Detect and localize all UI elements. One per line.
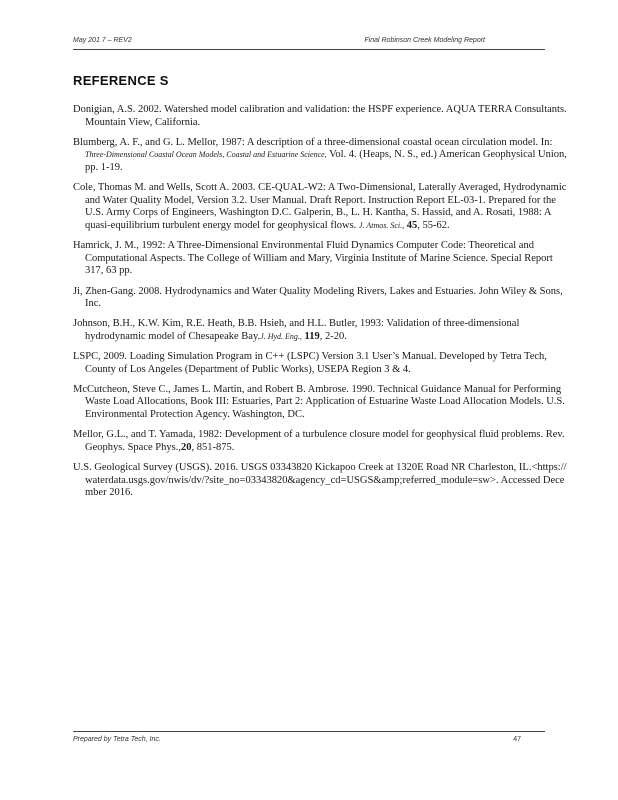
- page-footer: [73, 731, 545, 743]
- reference-blumberg-1987: Blumberg, A. F., and G. L. Mellor, 1987: A description of a three-dimensional coastal ocean circulation model. In: Three-Dimensional Coastal Ocean Models, Coastal and Estuarine Science, Vol. 4. (Heaps, N. S., ed.) American Geophysical Union, pp. 1-19.: [73, 136, 567, 173]
- reference-mccutcheon-1990: McCutcheon, Steve C., James L. Martin, and Robert B. Ambrose. 1990. Technical Guidance Manual for Performing Waste Load Allocations, Book III: Estuaries, Part 2: Application of Estuarine Waste Load Allocation Models. U.S. Environmental Protection Agency. Washington, DC.: [73, 383, 565, 421]
- reference-hamrick-1992: Hamrick, J. M., 1992: A Three-Dimensional Environmental Fluid Dynamics Computer Code: Theoretical and Computational Aspects. The College of William and Mary, Virginia Institute of Marine Science. Special Report 317, 63 pp.: [73, 240, 553, 277]
- reference-list: [73, 104, 567, 507]
- reference-cole-2003: Cole, Thomas M. and Wells, Scott A. 2003. CE-QUAL-W2: A Two-Dimensional, Laterally Averaged, Hydrodynamic and Water Quality Model, Version 3.2. User Manual. Draft Report. Instruction Report EL-03-1. Prepared for the U.S. Army Corps of Engineers, Washington D.C. Galperin, B., L. H. Kantha, S. Hassid, and A. Rosati, 1988: A quasi-equilibrium turbulent energy model for geophysical flows. J. Atmos. Sci., 45, 55-62.: [73, 182, 567, 231]
- footer-prepared-by: Prepared by Tetra Tech, Inc.: [73, 736, 161, 743]
- page-header: [73, 37, 545, 50]
- reference-donigian-2002: Donigian, A.S. 2002. Watershed model calibration and validation: the HSPF experience. AQUA TERRA Consultants. Mountain View, California.: [73, 104, 567, 128]
- section-title: REFERENCE S: [73, 73, 169, 88]
- reference-usgs-2016: U.S. Geological Survey (USGS). 2016. USGS 03343820 Kickapoo Creek at 1320E Road NR Charleston, IL.<https://waterdata.usgs.gov/nwis/dv/?site_no=03343820&agency_cd=USGS&amp;referred_module=sw>. Accessed December 2016.: [73, 462, 567, 499]
- page-number: 47: [513, 736, 521, 743]
- reference-johnson-1993: Johnson, B.H., K.W. Kim, R.E. Heath, B.B. Hsieh, and H.L. Butler, 1993: Validation of three-dimensional hydrodynamic model of Chesapeake Bay.J. Hyd. Eng., 119, 2-20.: [73, 318, 520, 342]
- header-date: May 201 7 – REV2: [73, 37, 132, 44]
- header-report-title: Final Robinson Creek Modeling Report: [364, 37, 485, 44]
- reference-ji-2008: Ji, Zhen-Gang. 2008. Hydrodynamics and Water Quality Modeling Rivers, Lakes and Estuaries. John Wiley & Sons, Inc.: [73, 285, 563, 310]
- reference-lspc-2009: LSPC, 2009. Loading Simulation Program in C++ (LSPC) Version 3.1 User’s Manual. Developed by Tetra Tech, County of Los Angeles (Department of Public Works), USEPA Region 3 & 4.: [73, 351, 547, 375]
- reference-mellor-1982: Mellor, G.L., and T. Yamada, 1982: Development of a turbulence closure model for geophysical fluid problems. Rev. Geophys. Space Phys.,20, 851-875.: [73, 429, 565, 453]
